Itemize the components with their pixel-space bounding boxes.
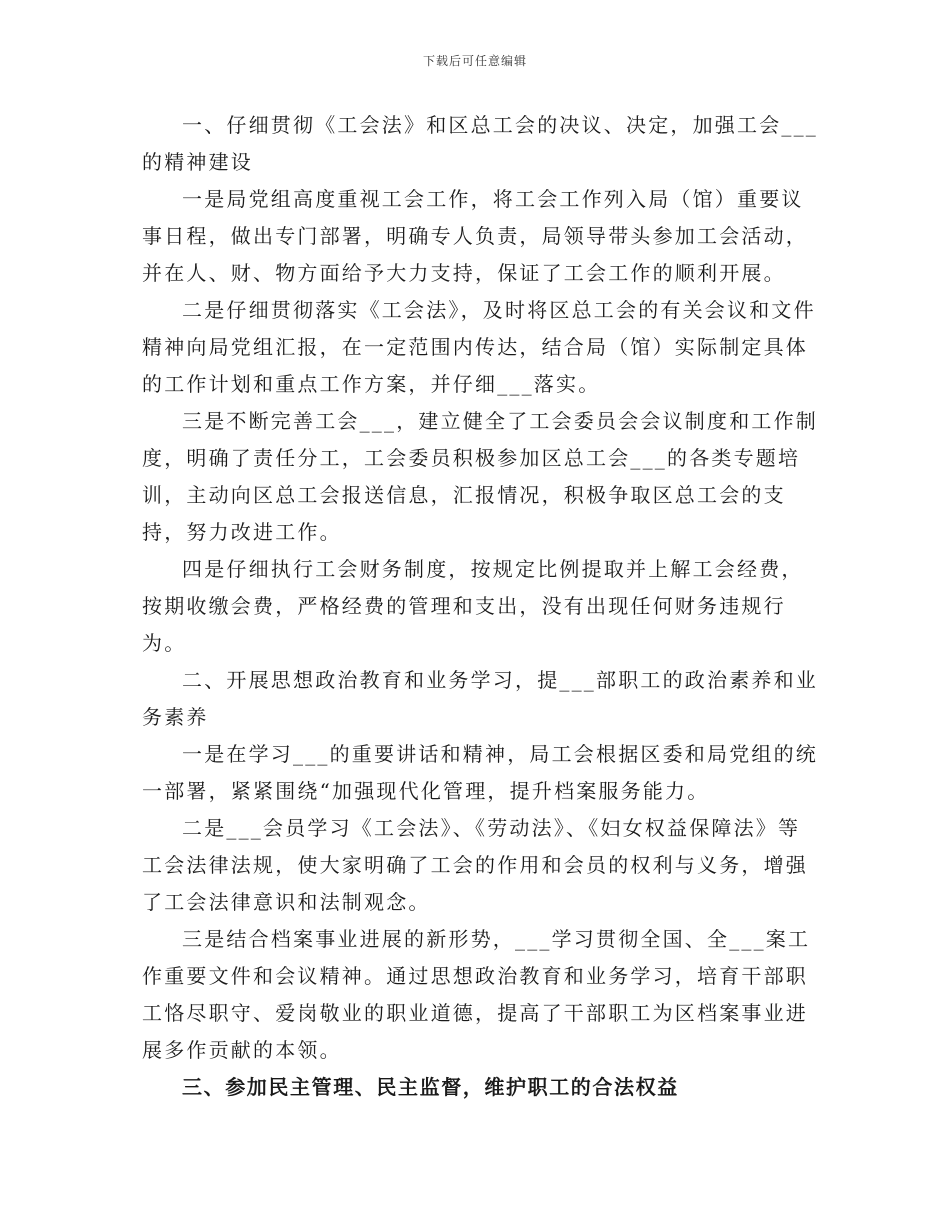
- paragraph-item-2-2: 二是___会员学习《工会法》、《劳动法》、《妇女权益保障法》等工会法律法规，使大家明确了工会的作用和会员的权利与义务，增强了工会法律意识和法制观念。: [142, 816, 808, 914]
- section-heading-2: 二、开展思想政治教育和业务学习，提___部职工的政治素养和业务素养: [142, 668, 818, 729]
- paragraph-item-1-3: 三是不断完善工会___，建立健全了工会委员会会议制度和工作制度，明确了责任分工，工会委员积极参加区总工会___的各类专题培训，主动向区总工会报送信息，汇报情况，积极争取区总工会的支持，努力改进工作。: [142, 409, 818, 544]
- document-body: [142, 107, 822, 1106]
- paragraph-item-1-2: 二是仔细贯彻落实《工会法》，及时将区总工会的有关会议和文件精神向局党组汇报，在一定范围内传达，结合局（馆）实际制定具体的工作计划和重点工作方案，并仔细___落实。: [142, 298, 816, 396]
- section-heading-1: 一、仔细贯彻《工会法》和区总工会的决议、决定，加强工会___的精神建设: [142, 113, 818, 174]
- paragraph-item-1-1: 一是局党组高度重视工会工作，将工会工作列入局（馆）重要议事日程，做出专门部署，明确专人负责，局领导带头参加工会活动，并在人、财、物方面给予大力支持，保证了工会工作的顺利开展。: [142, 187, 808, 285]
- paragraph-item-1-4: 四是仔细执行工会财务制度，按规定比例提取并上解工会经费，按期收缴会费，严格经费的管理和支出，没有出现任何财务违规行为。: [142, 557, 804, 655]
- paragraph-item-2-3: 三是结合档案事业进展的新形势，___学习贯彻全国、全___案工作重要文件和会议精神。通过思想政治教育和业务学习，培育干部职工恪尽职守、爱岗敬业的职业道德，提高了干部职工为区档案事业进展多作贡献的本领。: [142, 927, 811, 1062]
- paragraph-item-2-1: 一是在学习___的重要讲话和精神，局工会根据区委和局党组的统一部署，紧紧围绕“加强现代化管理，提升档案服务能力。: [142, 742, 818, 803]
- header-note: 下载后可任意编辑: [422, 54, 527, 68]
- section-heading-3: 三、参加民主管理、民主监督，维护职工的合法权益: [182, 1075, 679, 1099]
